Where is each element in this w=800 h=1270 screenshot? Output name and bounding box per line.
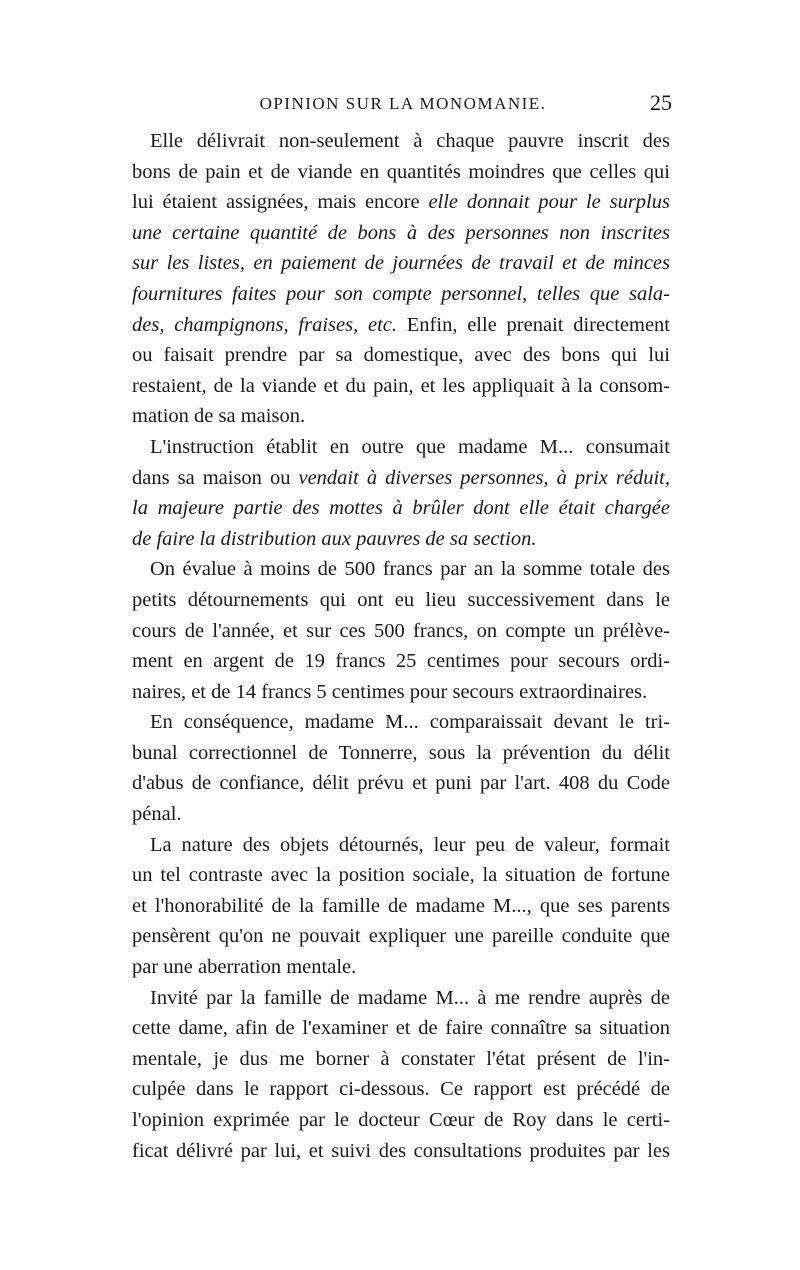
paragraph bbox=[132, 554, 670, 707]
italic-text-run: sur les listes, en paiement de journées de travail et de minces bbox=[132, 252, 670, 275]
text-line bbox=[132, 1074, 670, 1105]
text-line bbox=[132, 248, 670, 279]
text-line bbox=[132, 768, 670, 799]
text-line bbox=[132, 1044, 670, 1075]
text-line bbox=[132, 891, 670, 922]
text-run: un tel contraste avec la position sociale, la situation de fortune bbox=[132, 864, 670, 887]
text-line bbox=[132, 585, 670, 616]
text-line bbox=[132, 157, 670, 188]
body-text bbox=[132, 126, 670, 1166]
italic-text-run: vendait à diverses personnes, à prix réduit, bbox=[298, 466, 670, 489]
italic-text-run: elle donnait pour le surplus bbox=[428, 191, 670, 214]
text-run: ficat délivré par lui, et suivi des consultations produites par les bbox=[132, 1139, 670, 1162]
text-line bbox=[132, 983, 670, 1014]
italic-text-run: des, champignons, fraises, etc. bbox=[132, 313, 398, 336]
text-run: On évalue à moins de 500 francs par an la somme totale des bbox=[150, 558, 670, 581]
text-run: L'instruction établit en outre que madame M... consumait bbox=[150, 435, 670, 458]
text-line bbox=[132, 340, 670, 371]
paragraph bbox=[132, 830, 670, 983]
text-run: d'abus de confiance, délit prévu et puni par l'art. 408 du Code bbox=[132, 772, 670, 795]
text-line bbox=[132, 554, 670, 585]
text-run: pénal. bbox=[132, 803, 182, 826]
text-run: cette dame, afin de l'examiner et de faire connaître sa situation bbox=[132, 1017, 670, 1040]
paragraph bbox=[132, 432, 670, 554]
text-line bbox=[132, 126, 670, 157]
text-line bbox=[132, 493, 670, 524]
text-run: mentale, je dus me borner à constater l'état présent de l'in- bbox=[132, 1047, 670, 1070]
text-run: et l'honorabilité de la famille de madame M..., que ses parents bbox=[132, 894, 670, 917]
text-run: l'opinion exprimée par le docteur Cœur de Roy dans le certi- bbox=[132, 1109, 670, 1131]
text-run: pensèrent qu'on ne pouvait expliquer une pareille conduite que bbox=[132, 925, 670, 948]
text-run: lui étaient assignées, mais encore bbox=[132, 191, 429, 214]
text-line bbox=[132, 707, 670, 738]
text-line bbox=[132, 738, 670, 769]
running-head bbox=[132, 90, 674, 120]
italic-text-run: fournitures faites pour son compte personnel, telles que sala- bbox=[132, 282, 670, 305]
text-line bbox=[132, 218, 670, 249]
text-run: ou faisait prendre par sa domestique, avec des bons qui lui bbox=[132, 344, 670, 367]
text-line bbox=[132, 401, 670, 432]
text-line bbox=[132, 1013, 670, 1044]
text-line bbox=[132, 830, 670, 861]
text-run: petits détournements qui ont eu lieu successivement dans le bbox=[132, 588, 670, 611]
text-line bbox=[132, 677, 670, 708]
text-line bbox=[132, 187, 670, 218]
text-line bbox=[132, 524, 670, 555]
text-run: En conséquence, madame M... comparaissait devant le tri- bbox=[150, 711, 670, 734]
text-run: par une aberration mentale. bbox=[132, 956, 357, 979]
text-line bbox=[132, 860, 670, 891]
text-line bbox=[132, 616, 670, 647]
text-run: bunal correctionnel de Tonnerre, sous la prévention du délit bbox=[132, 741, 670, 764]
page-number: 25 bbox=[650, 90, 672, 115]
text-line bbox=[132, 432, 670, 463]
text-line bbox=[132, 646, 670, 677]
text-line bbox=[132, 279, 670, 310]
text-line bbox=[132, 371, 670, 402]
text-run: restaient, de la viande et du pain, et les appliquait à la consom- bbox=[132, 374, 670, 397]
italic-text-run: la majeure partie des mottes à brûler dont elle était chargée bbox=[132, 497, 670, 520]
text-run: Enfin, elle prenait directement bbox=[397, 313, 670, 336]
text-run: bons de pain et de viande en quantités moindres que celles qui bbox=[132, 160, 670, 183]
paragraph bbox=[132, 983, 670, 1167]
italic-text-run: une certaine quantité de bons à des personnes non inscrites bbox=[132, 221, 670, 244]
text-run: Elle délivrait non-seulement à chaque pauvre inscrit des bbox=[150, 130, 670, 152]
text-line bbox=[132, 799, 670, 830]
text-line bbox=[132, 921, 670, 952]
text-run: Invité par la famille de madame M... à me rendre auprès de bbox=[150, 986, 670, 1009]
text-line bbox=[132, 463, 670, 494]
text-run: La nature des objets détournés, leur peu de valeur, formait bbox=[150, 833, 670, 856]
running-title: OPINION SUR LA MONOMANIE. bbox=[259, 94, 547, 113]
text-line bbox=[132, 1136, 670, 1167]
paragraph bbox=[132, 707, 670, 829]
text-run: mation de sa maison. bbox=[132, 405, 306, 428]
text-run: ment en argent de 19 francs 25 centimes pour secours ordi- bbox=[132, 650, 670, 673]
text-run: dans sa maison ou bbox=[132, 466, 299, 489]
paragraph bbox=[132, 126, 670, 432]
text-line bbox=[132, 310, 670, 341]
text-line bbox=[132, 952, 670, 983]
text-run: naires, et de 14 francs 5 centimes pour secours extraordinaires. bbox=[132, 680, 648, 703]
text-run: cours de l'année, et sur ces 500 francs, on compte un prélève- bbox=[132, 619, 670, 642]
text-run: culpée dans le rapport ci-dessous. Ce rapport est précédé de bbox=[132, 1078, 670, 1101]
italic-text-run: de faire la distribution aux pauvres de sa section. bbox=[132, 527, 537, 550]
text-line bbox=[132, 1105, 670, 1136]
